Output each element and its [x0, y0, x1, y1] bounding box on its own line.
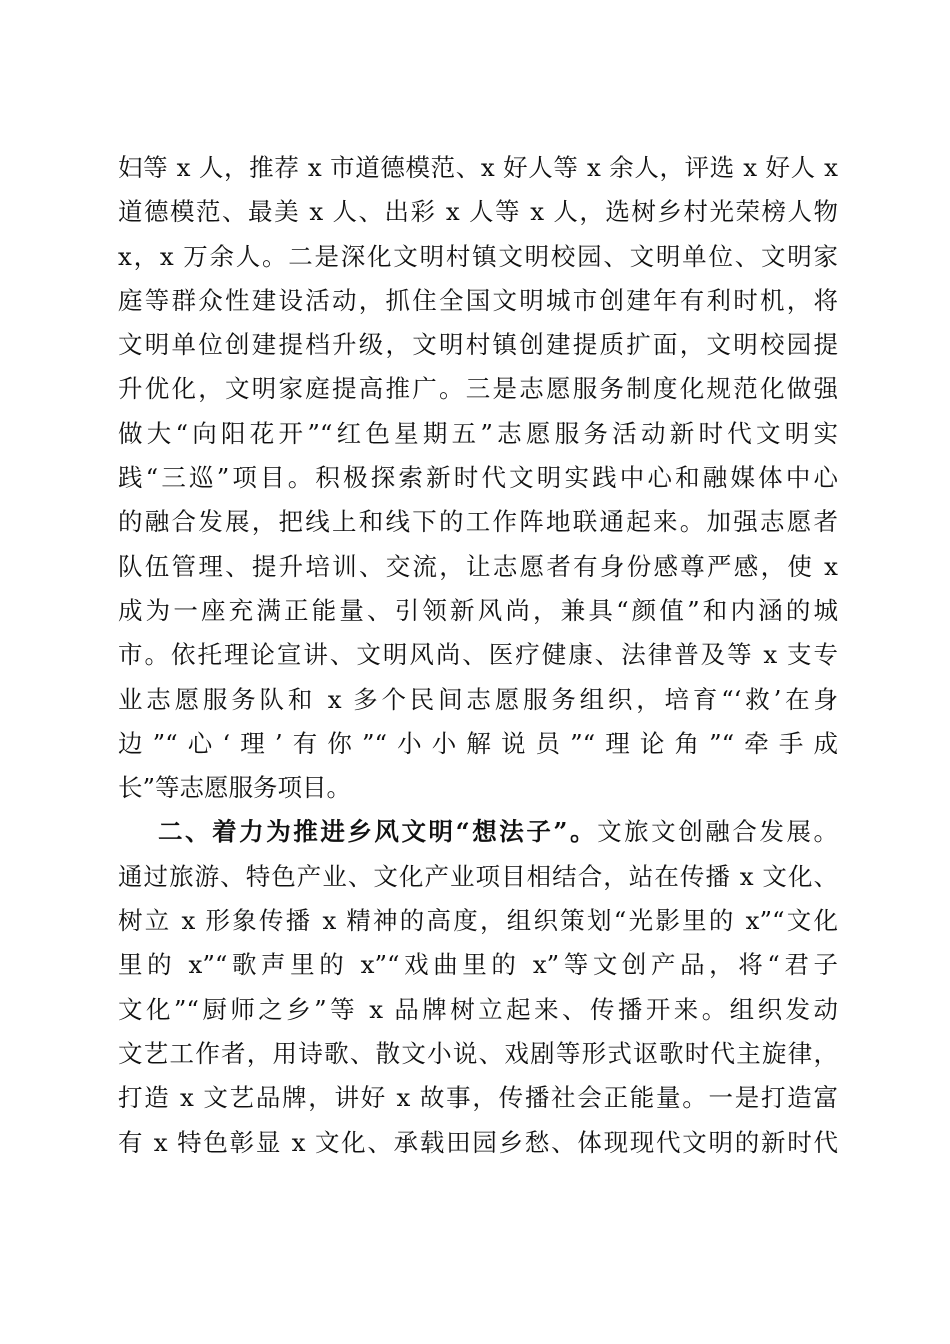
text-line: 的融合发展，把线上和线下的工作阵地联通起来。加强志愿者 — [118, 507, 838, 537]
text-line: 通过旅游、特色产业、文化产业项目相结合，站在传播 x 文化、 — [118, 861, 838, 891]
text-line: x，x 万余人。二是深化文明村镇文明校园、文明单位、文明家 — [118, 241, 838, 271]
text-line: 践“三巡”项目。积极探索新时代文明实践中心和融媒体中心 — [118, 463, 838, 493]
text-line: 长”等志愿服务项目。 — [118, 773, 352, 803]
text-line: 文艺工作者，用诗歌、散文小说、戏剧等形式讴歌时代主旋律， — [118, 1038, 838, 1068]
text-line: 业志愿服务队和 x 多个民间志愿服务组织，培育“‘救’在身 — [118, 684, 838, 714]
document-body — [118, 146, 838, 1165]
text-line: 打造 x 文艺品牌，讲好 x 故事，传播社会正能量。一是打造富 — [118, 1083, 838, 1113]
text-line: 市。依托理论宣讲、文明风尚、医疗健康、法律普及等 x 支专 — [118, 640, 838, 670]
text-line: 升优化，文明家庭提高推广。三是志愿服务制度化规范化做强 — [118, 374, 838, 404]
text-line: 树立 x 形象传播 x 精神的高度，组织策划“光影里的 x”“文化 — [118, 906, 838, 936]
text-line: 文明单位创建提档升级，文明村镇创建提质扩面，文明校园提 — [118, 330, 838, 360]
text-line: 队伍管理、提升培训、交流，让志愿者有身份感尊严感，使 x — [118, 551, 838, 581]
text-line: 庭等群众性建设活动，抓住全国文明城市创建年有利时机，将 — [118, 285, 838, 315]
text-line: 成为一座充满正能量、引领新风尚，兼具“颜值”和内涵的城 — [118, 595, 838, 625]
text-line: 有 x 特色彰显 x 文化、承载田园乡愁、体现现代文明的新时代 — [118, 1127, 838, 1157]
text-line: 里的 x”“歌声里的 x”“戏曲里的 x”等文创产品，将“君子 — [118, 950, 838, 980]
section-heading-continuation: 文旅文创融合发展。 — [597, 817, 838, 847]
paragraph-1 — [118, 146, 838, 810]
text-line: 边”“心‘理’有你”“小小解说员”“理论角”“牵手成 — [118, 728, 838, 758]
text-line: 道德模范、最美 x 人、出彩 x 人等 x 人，选树乡村光荣榜人物 — [118, 197, 838, 227]
text-line: 妇等 x 人，推荐 x 市道德模范、x 好人等 x 余人，评选 x 好人 x — [118, 153, 838, 182]
section-heading: 二、着力为推进乡风文明“想法子”。 — [158, 817, 598, 847]
text-line: 做大“向阳花开”“红色星期五”志愿服务活动新时代文明实 — [118, 418, 838, 448]
paragraph-2 — [118, 810, 838, 1164]
text-line: 文化”“厨师之乡”等 x 品牌树立起来、传播开来。组织发动 — [118, 994, 838, 1024]
paragraph-2-first-line — [118, 810, 838, 854]
